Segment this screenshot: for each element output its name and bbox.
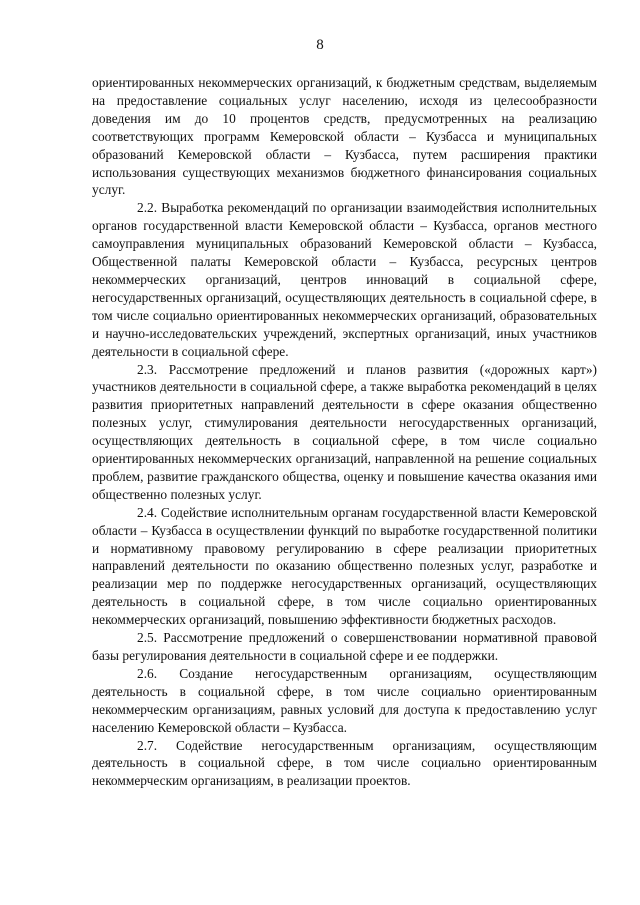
page-number: 8 <box>316 37 324 53</box>
paragraph-2-4: 2.4. Содействие исполнительным органам государственной власти Кемеровской области – Кузбасса в осуществлении функций по выработке государственной политики и нормативному правовому регулированию в сфере реализации приоритетных направлений деятельности по оказанию общественно полезных услуг, разработке и реализации мер по поддержке негосударственных организаций, осуществляющих деятельность в социальной сфере, в том числе социально ориентированных некоммерческих организаций, повышению эффективности бюджетных расходов. <box>92 504 597 628</box>
document-body <box>92 74 597 790</box>
paragraph-2-2: 2.2. Выработка рекомендаций по организации взаимодействия исполнительных органов государственной власти Кемеровской области – Кузбасса, органов местного самоуправления муниципальных образований Кемеровской области – Кузбасса, Общественной палаты Кемеровской области – Кузбасса, ресурсных центров некоммерческих организаций, центров инноваций в социальной сфере, негосударственных организаций, осуществляющих деятельность в социальной сфере, в том числе социально ориентированных некоммерческих организаций, образовательных и научно-исследовательских учреждений, экспертных организаций, иных участников деятельности в социальной сфере. <box>92 200 597 359</box>
paragraph-2-7: 2.7. Содействие негосударственным организациям, осуществляющим деятельность в социальной сфере, в том числе социально ориентированным некоммерческим организациям, в реализации проектов. <box>92 737 597 789</box>
paragraph-2-3: 2.3. Рассмотрение предложений и планов развития («дорожных карт») участников деятельности в социальной сфере, а также выработка рекомендаций в целях развития приоритетных направлений деятельности в сфере оказания общественно полезных услуг, стимулирования деятельности негосударственных организаций, осуществляющих деятельность в социальной сфере, в том числе социально ориентированных некоммерческих организаций, направленной на решение социальных проблем, развитие гражданского общества, оценку и повышение качества оказания ими общественно полезных услуг. <box>92 361 597 502</box>
paragraph-2-6: 2.6. Создание негосударственным организациям, осуществляющим деятельность в социальной сфере, в том числе социально ориентированным некоммерческим организациям, равных условий для доступа к предоставлению услуг населению Кемеровской области – Кузбасса. <box>92 665 597 735</box>
paragraph-2-5: 2.5. Рассмотрение предложений о совершенствовании нормативной правовой базы регулирования деятельности в социальной сфере и ее поддержки. <box>92 630 597 663</box>
paragraph-continuation: ориентированных некоммерческих организаций, к бюджетным средствам, выделяемым на предоставление социальных услуг населению, исходя из целесообразности доведения им до 10 процентов средств, предусмотренных на реализацию соответствующих программ Кемеровской области – Кузбасса и муниципальных образований Кемеровской области – Кузбасса, путем расширения практики использования существующих механизмов бюджетного финансирования социальных услуг. <box>92 75 597 198</box>
